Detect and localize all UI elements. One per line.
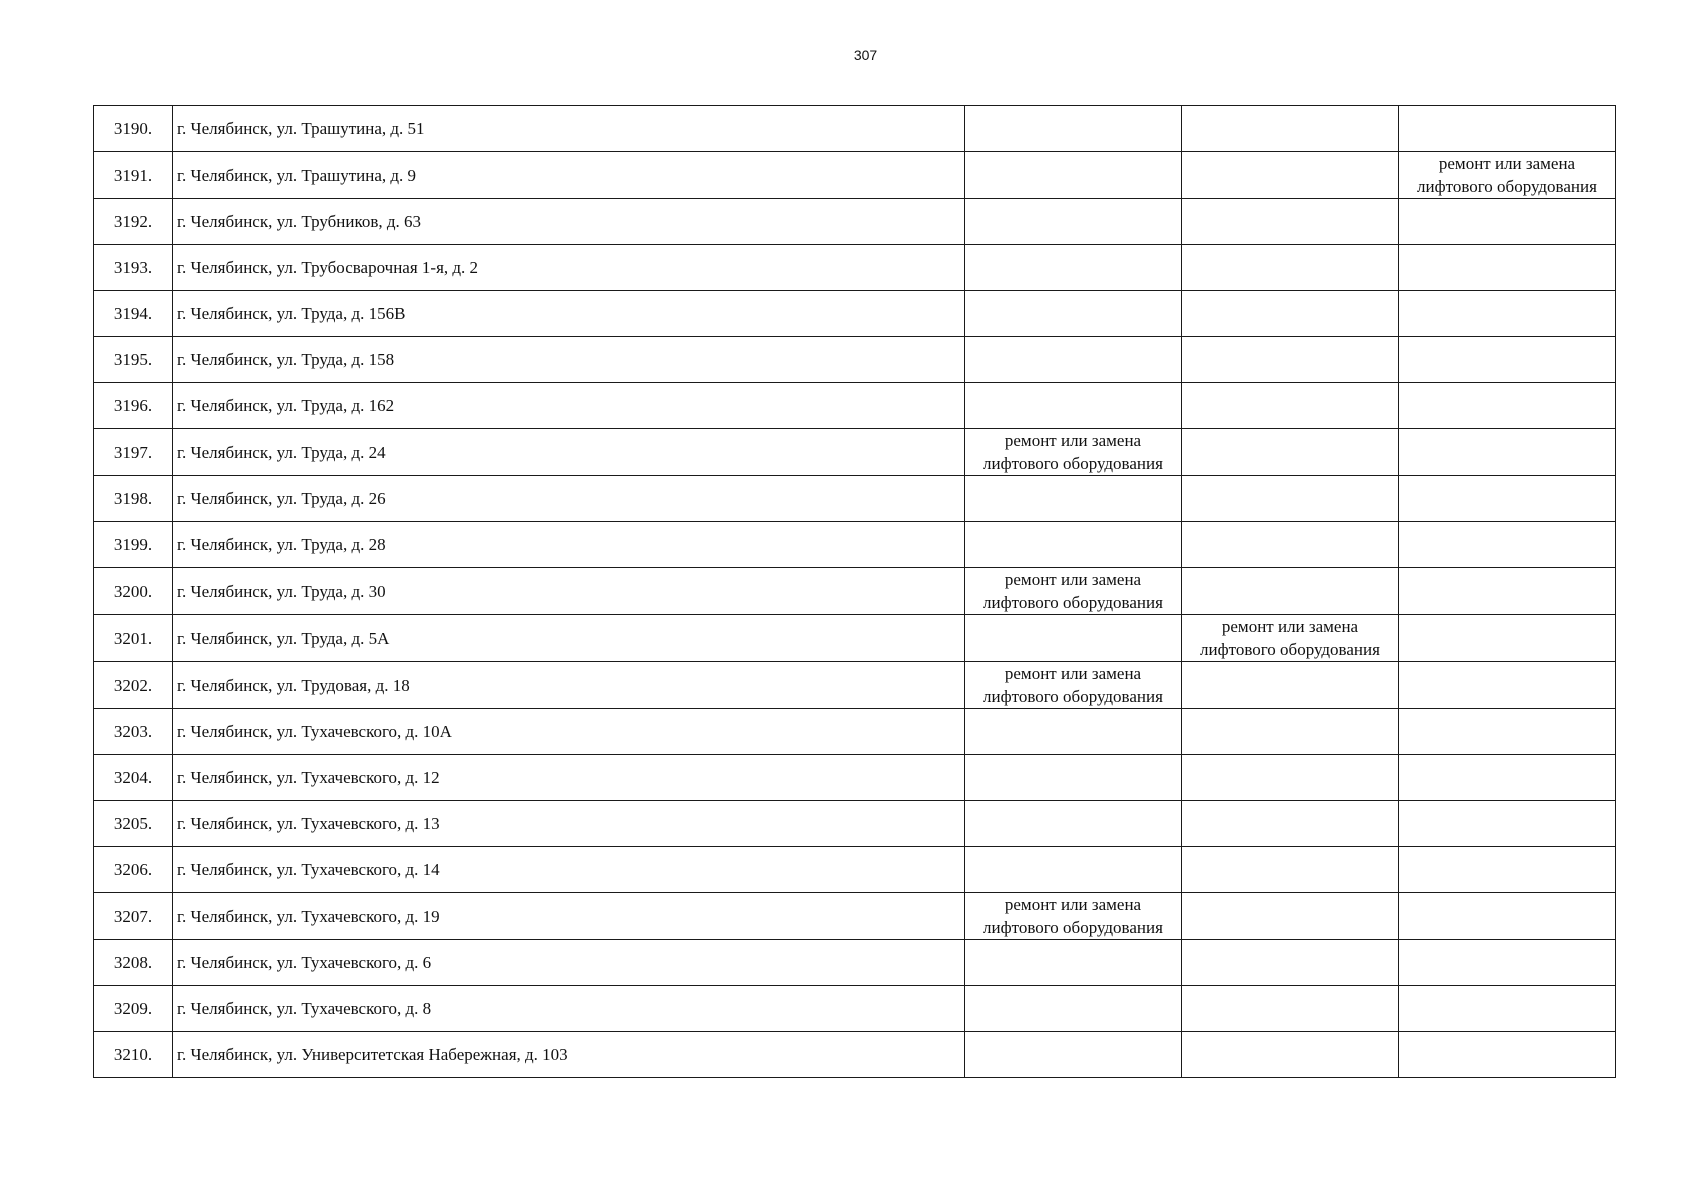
row-number-cell: 3200.: [94, 568, 173, 615]
work-type-cell-3: [1399, 940, 1616, 986]
work-type-cell-1: [965, 106, 1182, 152]
table-row: [94, 755, 1616, 801]
address-cell: г. Челябинск, ул. Труда, д. 5А: [173, 615, 965, 662]
work-type-cell-1: [965, 709, 1182, 755]
work-type-cell-2: [1182, 662, 1399, 709]
work-type-cell-3: [1399, 199, 1616, 245]
table-row: [94, 106, 1616, 152]
work-type-cell-2: [1182, 893, 1399, 940]
address-cell: г. Челябинск, ул. Тухачевского, д. 6: [173, 940, 965, 986]
work-type-cell-2: ремонт или замена лифтового оборудования: [1182, 615, 1399, 662]
work-type-cell-1: [965, 847, 1182, 893]
work-type-cell-1: [965, 522, 1182, 568]
work-type-cell-1: [965, 615, 1182, 662]
work-type-cell-3: [1399, 429, 1616, 476]
work-type-cell-3: [1399, 383, 1616, 429]
work-type-cell-2: [1182, 568, 1399, 615]
address-cell: г. Челябинск, ул. Труда, д. 30: [173, 568, 965, 615]
table-row: [94, 1032, 1616, 1078]
address-cell: г. Челябинск, ул. Тухачевского, д. 14: [173, 847, 965, 893]
row-number-cell: 3207.: [94, 893, 173, 940]
table-row: [94, 662, 1616, 709]
work-type-cell-3: [1399, 801, 1616, 847]
work-type-cell-3: [1399, 709, 1616, 755]
work-type-cell-1: ремонт или замена лифтового оборудования: [965, 568, 1182, 615]
work-type-cell-2: [1182, 986, 1399, 1032]
address-cell: г. Челябинск, ул. Трубников, д. 63: [173, 199, 965, 245]
address-cell: г. Челябинск, ул. Труда, д. 24: [173, 429, 965, 476]
work-type-cell-1: [965, 940, 1182, 986]
work-type-cell-3: [1399, 522, 1616, 568]
table-row: [94, 568, 1616, 615]
work-type-cell-3: [1399, 291, 1616, 337]
work-type-cell-1: [965, 291, 1182, 337]
row-number-cell: 3204.: [94, 755, 173, 801]
work-type-cell-1: [965, 801, 1182, 847]
work-type-cell-1: ремонт или замена лифтового оборудования: [965, 662, 1182, 709]
work-type-cell-3: [1399, 476, 1616, 522]
work-type-cell-3: [1399, 986, 1616, 1032]
address-cell: г. Челябинск, ул. Тухачевского, д. 12: [173, 755, 965, 801]
work-type-cell-1: [965, 986, 1182, 1032]
work-type-cell-3: [1399, 568, 1616, 615]
table-row: [94, 337, 1616, 383]
work-type-cell-2: [1182, 199, 1399, 245]
work-type-cell-3: [1399, 245, 1616, 291]
table-row: [94, 615, 1616, 662]
row-number-cell: 3195.: [94, 337, 173, 383]
table-row: [94, 893, 1616, 940]
page-number: 307: [853, 47, 878, 63]
address-cell: г. Челябинск, ул. Тухачевского, д. 8: [173, 986, 965, 1032]
work-type-cell-1: [965, 152, 1182, 199]
work-type-cell-3: [1399, 106, 1616, 152]
table-row: [94, 801, 1616, 847]
work-type-cell-2: [1182, 337, 1399, 383]
work-type-cell-1: [965, 1032, 1182, 1078]
table-row: [94, 429, 1616, 476]
work-type-cell-1: [965, 337, 1182, 383]
table-row: [94, 383, 1616, 429]
row-number-cell: 3208.: [94, 940, 173, 986]
work-type-cell-3: [1399, 1032, 1616, 1078]
work-type-cell-2: [1182, 245, 1399, 291]
address-cell: г. Челябинск, ул. Университетская Набережная, д. 103: [173, 1032, 965, 1078]
row-number-cell: 3191.: [94, 152, 173, 199]
table-row: [94, 522, 1616, 568]
work-type-cell-3: ремонт или замена лифтового оборудования: [1399, 152, 1616, 199]
row-number-cell: 3201.: [94, 615, 173, 662]
work-type-cell-2: [1182, 152, 1399, 199]
work-type-cell-2: [1182, 522, 1399, 568]
row-number-cell: 3209.: [94, 986, 173, 1032]
table-row: [94, 199, 1616, 245]
row-number-cell: 3210.: [94, 1032, 173, 1078]
address-work-table: [93, 105, 1616, 1078]
work-type-cell-3: [1399, 337, 1616, 383]
work-type-cell-2: [1182, 847, 1399, 893]
table-row: [94, 476, 1616, 522]
table-row: [94, 245, 1616, 291]
work-type-cell-2: [1182, 1032, 1399, 1078]
row-number-cell: 3203.: [94, 709, 173, 755]
work-type-cell-1: ремонт или замена лифтового оборудования: [965, 429, 1182, 476]
table-row: [94, 709, 1616, 755]
row-number-cell: 3196.: [94, 383, 173, 429]
work-type-cell-2: [1182, 801, 1399, 847]
address-cell: г. Челябинск, ул. Тухачевского, д. 10А: [173, 709, 965, 755]
work-type-cell-2: [1182, 709, 1399, 755]
work-type-cell-2: [1182, 429, 1399, 476]
work-type-cell-1: [965, 383, 1182, 429]
work-type-cell-1: ремонт или замена лифтового оборудования: [965, 893, 1182, 940]
row-number-cell: 3198.: [94, 476, 173, 522]
row-number-cell: 3202.: [94, 662, 173, 709]
row-number-cell: 3199.: [94, 522, 173, 568]
table-row: [94, 291, 1616, 337]
row-number-cell: 3205.: [94, 801, 173, 847]
work-type-cell-2: [1182, 291, 1399, 337]
work-type-cell-2: [1182, 755, 1399, 801]
table-row: [94, 152, 1616, 199]
address-cell: г. Челябинск, ул. Трудовая, д. 18: [173, 662, 965, 709]
work-type-cell-3: [1399, 662, 1616, 709]
row-number-cell: 3192.: [94, 199, 173, 245]
address-cell: г. Челябинск, ул. Тухачевского, д. 13: [173, 801, 965, 847]
work-type-cell-3: [1399, 615, 1616, 662]
address-cell: г. Челябинск, ул. Труда, д. 156В: [173, 291, 965, 337]
table-body: [94, 106, 1616, 1078]
table-row: [94, 940, 1616, 986]
table-row: [94, 986, 1616, 1032]
work-type-cell-2: [1182, 940, 1399, 986]
row-number-cell: 3190.: [94, 106, 173, 152]
address-cell: г. Челябинск, ул. Труда, д. 26: [173, 476, 965, 522]
work-type-cell-1: [965, 199, 1182, 245]
work-type-cell-2: [1182, 106, 1399, 152]
row-number-cell: 3193.: [94, 245, 173, 291]
address-cell: г. Челябинск, ул. Труда, д. 28: [173, 522, 965, 568]
address-cell: г. Челябинск, ул. Труда, д. 162: [173, 383, 965, 429]
work-type-cell-3: [1399, 755, 1616, 801]
row-number-cell: 3197.: [94, 429, 173, 476]
work-type-cell-3: [1399, 847, 1616, 893]
work-type-cell-1: [965, 245, 1182, 291]
row-number-cell: 3206.: [94, 847, 173, 893]
address-cell: г. Челябинск, ул. Тухачевского, д. 19: [173, 893, 965, 940]
address-cell: г. Челябинск, ул. Трашутина, д. 51: [173, 106, 965, 152]
work-type-cell-1: [965, 755, 1182, 801]
work-type-cell-3: [1399, 893, 1616, 940]
work-type-cell-2: [1182, 476, 1399, 522]
work-type-cell-1: [965, 476, 1182, 522]
address-cell: г. Челябинск, ул. Труда, д. 158: [173, 337, 965, 383]
work-type-cell-2: [1182, 383, 1399, 429]
address-cell: г. Челябинск, ул. Трашутина, д. 9: [173, 152, 965, 199]
table-row: [94, 847, 1616, 893]
row-number-cell: 3194.: [94, 291, 173, 337]
address-cell: г. Челябинск, ул. Трубосварочная 1-я, д. 2: [173, 245, 965, 291]
